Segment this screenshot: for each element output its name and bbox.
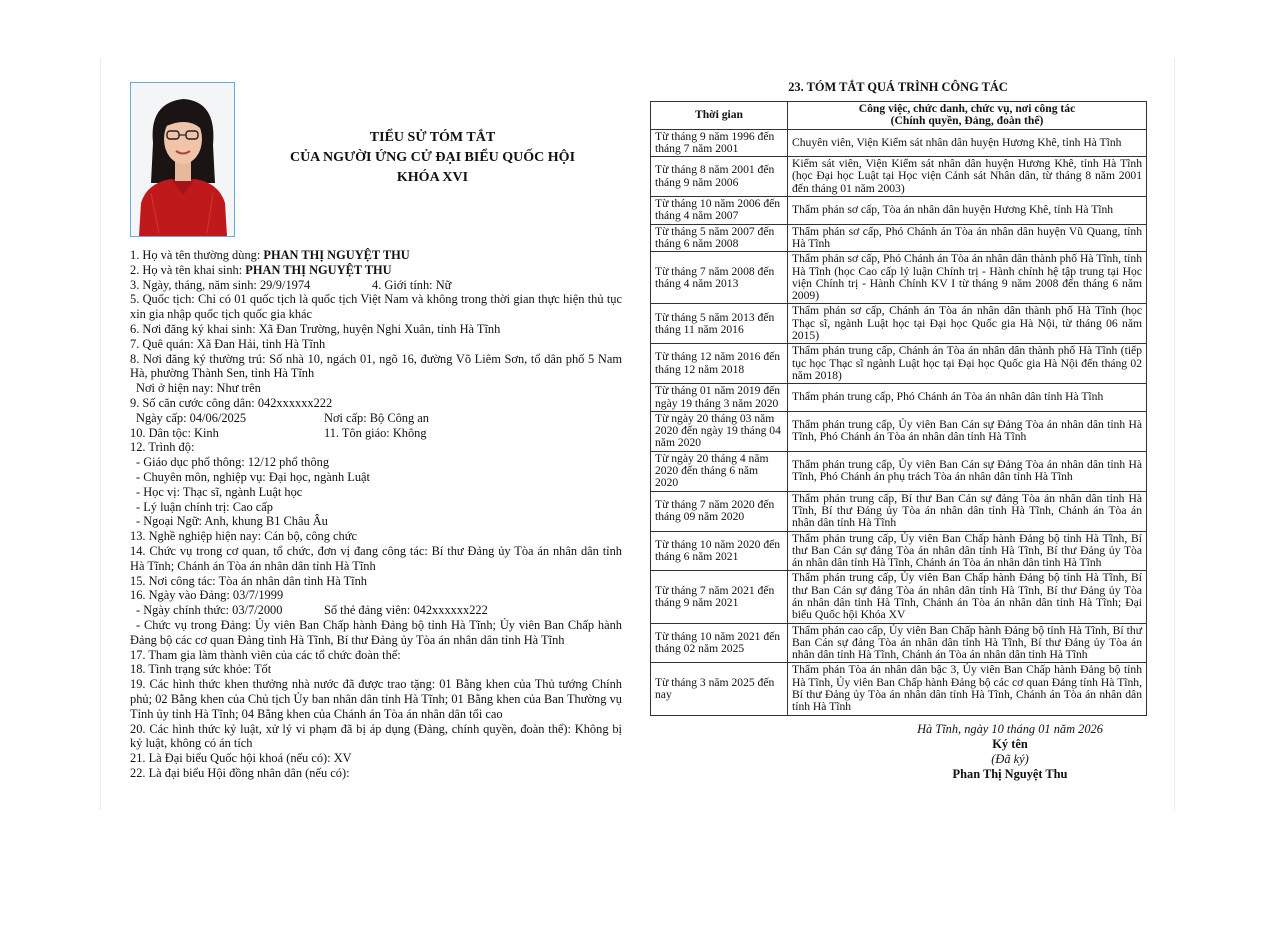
bio-item-17: 17. Tham gia làm thành viên của các tổ chức đoàn thể: bbox=[130, 647, 401, 662]
bio-item-5: 5. Quốc tịch: Chỉ có 01 quốc tịch là quốc tịch Việt Nam và không trong thời gian thực hiện thủ tục xin gia nhập quốc tịch quốc gia khác bbox=[130, 292, 622, 322]
row-time: Từ ngày 20 tháng 4 năm 2020 đến tháng 6 năm 2020 bbox=[651, 451, 788, 491]
bio-item-2: 2. Họ và tên khai sinh: PHAN THỊ NGUYỆT THU bbox=[130, 262, 392, 277]
bio-item-8: 8. Nơi đăng ký thường trú: Số nhà 10, ngách 01, ngõ 16, đường Võ Liêm Sơn, tổ dân phố 5 Nam Hà, phường Thành Sen, tỉnh Hà Tĩnh bbox=[130, 351, 622, 381]
party-position: - Chức vụ trong Đảng: Ủy viên Ban Chấp hành Đảng bộ tỉnh Hà Tĩnh; Ủy viên Ban Chấp hành Đảng bộ các cơ quan Đảng tỉnh Hà Tĩnh, Bí thư Đảng ủy Tòa án nhân dân tỉnh Hà Tĩnh bbox=[130, 617, 622, 647]
table-row bbox=[651, 531, 1147, 571]
row-time: Từ tháng 7 năm 2021 đến tháng 9 năm 2021 bbox=[651, 571, 788, 623]
signer-name: Phan Thị Nguyệt Thu bbox=[952, 767, 1068, 781]
table-row bbox=[651, 663, 1147, 715]
row-job: Thẩm phán trung cấp, Bí thư Ban Cán sự đảng Tòa án nhân dân tỉnh Hà Tĩnh, Bí thư Đảng ủy Tòa án nhân dân tỉnh Hà Tĩnh, Chánh án Tòa án nhân dân tỉnh Hà Tĩnh bbox=[788, 491, 1147, 531]
table-row bbox=[651, 491, 1147, 531]
header-job: Công việc, chức danh, chức vụ, nơi công tác (Chính quyền, Đảng, đoàn thể) bbox=[788, 102, 1147, 130]
bio-item-20: 20. Các hình thức kỷ luật, xử lý vi phạm đã bị áp dụng (Đảng, chính quyền, đoàn thể): Không bị kỷ luật, không có án tích bbox=[130, 721, 622, 751]
party-official-date: - Ngày chính thức: 03/7/2000 bbox=[136, 603, 283, 618]
religion: 11. Tôn giáo: Không bbox=[324, 425, 427, 440]
sign-label: Ký tên bbox=[992, 737, 1028, 751]
row-job: Thẩm phán trung cấp, Ủy viên Ban Cán sự Đảng Tòa án nhân dân tỉnh Hà Tĩnh, Phó Chánh án Tòa án nhân dân tỉnh Hà Tĩnh bbox=[788, 411, 1147, 451]
work-history-title: 23. TÓM TẮT QUÁ TRÌNH CÔNG TÁC bbox=[788, 80, 1008, 94]
bio-item-12: 12. Trình độ: bbox=[130, 440, 195, 455]
title-line-2: CỦA NGƯỜI ỨNG CỬ ĐẠI BIỂU QUỐC HỘI bbox=[289, 150, 576, 165]
bio-item-14: 14. Chức vụ trong cơ quan, tổ chức, đơn vị đang công tác: Bí thư Đảng ủy Tòa án nhân dân tỉnh Hà Tĩnh; Chánh án Tòa án nhân dân tỉnh Hà Tĩnh bbox=[130, 543, 622, 573]
table-row bbox=[651, 384, 1147, 412]
row-job: Chuyên viên, Viện Kiểm sát nhân dân huyện Hương Khê, tỉnh Hà Tĩnh bbox=[788, 129, 1147, 157]
table-row bbox=[651, 197, 1147, 225]
row-time: Từ tháng 7 năm 2020 đến tháng 09 năm 2020 bbox=[651, 491, 788, 531]
document-title bbox=[240, 128, 625, 188]
row-job: Thẩm phán trung cấp, Phó Chánh án Tòa án nhân dân tỉnh Hà Tĩnh bbox=[788, 384, 1147, 412]
row-job: Thẩm phán trung cấp, Ủy viên Ban Cán sự Đảng Tòa án nhân dân tỉnh Hà Tĩnh, Phó Chánh án phụ trách Tòa án nhân dân tỉnh Hà Tĩnh bbox=[788, 451, 1147, 491]
row-time: Từ tháng 5 năm 2013 đến tháng 11 năm 2016 bbox=[651, 304, 788, 344]
current-residence: Nơi ở hiện nay: Như trên bbox=[136, 381, 261, 396]
bio-item-21: 21. Là Đại biểu Quốc hội khoá (nếu có): XV bbox=[130, 751, 352, 766]
biography-section bbox=[130, 248, 622, 781]
table-row bbox=[651, 157, 1147, 197]
row-time: Từ tháng 01 năm 2019 đến ngày 19 tháng 3 năm 2020 bbox=[651, 384, 788, 412]
bio-item-19: 19. Các hình thức khen thưởng nhà nước đã được trao tặng: 01 Bằng khen của Thủ tướng Chính phủ; 02 Bằng khen của Chủ tịch Ủy ban nhân dân tỉnh Hà Tĩnh; 01 Bằng khen của Ban Thường vụ Tỉnh ủy tỉnh Hà Tĩnh; 04 Bằng khen của Chánh án Tòa án nhân dân tối cao bbox=[130, 677, 622, 721]
row-job: Thẩm phán sơ cấp, Phó Chánh án Tòa án nhân dân thành phố Hà Tĩnh, tỉnh Hà Tĩnh (học Cao cấp lý luận Chính trị - Hành chính hệ tập trung tại Học viện Chính trị - Hành Chính KV I từ tháng 9 năm 2008 đến tháng 6 năm 2009) bbox=[788, 252, 1147, 304]
bio-item-10-11 bbox=[130, 426, 622, 441]
bio-item-7: 7. Quê quán: Xã Đan Hải, tỉnh Hà Tĩnh bbox=[130, 336, 326, 351]
bio-item-22: 22. Là đại biểu Hội đồng nhân dân (nếu có): bbox=[130, 765, 350, 780]
candidate-photo bbox=[130, 82, 235, 237]
row-time: Từ tháng 10 năm 2021 đến tháng 02 năm 2025 bbox=[651, 623, 788, 663]
bio-item-15: 15. Nơi công tác: Tòa án nhân dân tỉnh Hà Tĩnh bbox=[130, 573, 367, 588]
row-time: Từ tháng 8 năm 2001 đến tháng 9 năm 2006 bbox=[651, 157, 788, 197]
row-job: Thẩm phán trung cấp, Ủy viên Ban Chấp hành Đảng bộ tỉnh Hà Tĩnh, Bí thư Ban Cán sự đảng Tòa án nhân dân tỉnh Hà Tĩnh, Bí thư Đảng ủy Tòa án nhân dân tỉnh Hà Tĩnh, Chánh án Tòa án nhân dân tỉnh Hà Tĩnh; Đại biểu Quốc hội Khóa XV bbox=[788, 571, 1147, 623]
table-row bbox=[651, 129, 1147, 157]
table-row bbox=[651, 224, 1147, 252]
row-job: Thẩm phán sơ cấp, Phó Chánh án Tòa án nhân dân huyện Vũ Quang, tỉnh Hà Tĩnh bbox=[788, 224, 1147, 252]
bio-item-9: 9. Số căn cước công dân: 042xxxxxx222 bbox=[130, 395, 333, 410]
row-job: Thẩm phán sơ cấp, Tòa án nhân dân huyện Hương Khê, tỉnh Hà Tĩnh bbox=[788, 197, 1147, 225]
table-row bbox=[651, 623, 1147, 663]
bio-item-18: 18. Tình trạng sức khỏe: Tốt bbox=[130, 662, 272, 677]
row-job: Thẩm phán trung cấp, Ủy viên Ban Chấp hành Đảng bộ tỉnh Hà Tĩnh, Bí thư Ban Cán sự đảng Tòa án nhân dân tỉnh Hà Tĩnh, Bí thư Đảng ủy Tòa án nhân dân tỉnh Hà Tĩnh, Chánh án Tòa án nhân dân tỉnh Hà Tĩnh bbox=[788, 531, 1147, 571]
table-row bbox=[651, 344, 1147, 384]
foreign-language: - Ngoại Ngữ: Anh, khung B1 Châu Âu bbox=[136, 514, 328, 529]
table-row bbox=[651, 304, 1147, 344]
table-row bbox=[651, 252, 1147, 304]
political-theory: - Lý luận chính trị: Cao cấp bbox=[136, 499, 273, 514]
row-time: Từ tháng 12 năm 2016 đến tháng 12 năm 2018 bbox=[651, 344, 788, 384]
table-header bbox=[651, 102, 1147, 130]
row-job: Thẩm phán cao cấp, Ủy viên Ban Chấp hành Đảng bộ tỉnh Hà Tĩnh, Bí thư Ban Cán sự đảng Tòa án nhân dân tỉnh Hà Tĩnh, Bí thư Đảng ủy Tòa án nhân dân tỉnh Hà Tĩnh, Chánh án Tòa án nhân dân tỉnh Hà Tĩnh bbox=[788, 623, 1147, 663]
id-issue-date: Ngày cấp: 04/06/2025 bbox=[136, 410, 247, 425]
ethnicity: 10. Dân tộc: Kinh bbox=[130, 425, 219, 440]
title-line-3: KHÓA XVI bbox=[396, 170, 469, 185]
education-professional: - Chuyên môn, nghiệp vụ: Đại học, ngành Luật bbox=[136, 469, 371, 484]
bio-item-13: 13. Nghề nghiệp hiện nay: Cán bộ, công chức bbox=[130, 529, 357, 544]
bio-item-1: 1. Họ và tên thường dùng: PHAN THỊ NGUYỆT THU bbox=[130, 248, 410, 262]
row-job: Thẩm phán sơ cấp, Chánh án Tòa án nhân dân thành phố Hà Tĩnh (học Thạc sĩ, ngành Luật học tại Đại học Quốc gia Hà Nội, từ tháng 06 năm 2015) bbox=[788, 304, 1147, 344]
row-job: Thẩm phán Tòa án nhân dân bậc 3, Ủy viên Ban Chấp hành Đảng bộ tỉnh Hà Tĩnh, Ủy viên Ban Chấp hành Đảng bộ các cơ quan Đảng tỉnh Hà Tĩnh, Bí thư Đảng ủy Tòa án nhân dân tỉnh Hà Tĩnh, Chánh án Tòa án nhân dân tỉnh Hà Tĩnh bbox=[788, 663, 1147, 715]
academic-degree: - Học vị: Thạc sĩ, ngành Luật học bbox=[136, 484, 303, 499]
row-job: Thẩm phán trung cấp, Chánh án Tòa án nhân dân thành phố Hà Tĩnh (tiếp tục học Thạc sĩ ngành Luật học tại Đại học Quốc gia Hà Nội đến tháng 02 năm 2018) bbox=[788, 344, 1147, 384]
birth-date: 3. Ngày, tháng, năm sinh: 29/9/1974 bbox=[130, 277, 311, 292]
table-row bbox=[651, 571, 1147, 623]
bio-item-3-4 bbox=[130, 278, 622, 293]
birth-name: PHAN THỊ NGUYỆT THU bbox=[245, 262, 392, 277]
title-line-1: TIỂU SỬ TÓM TẮT bbox=[369, 130, 496, 145]
row-job: Kiểm sát viên, Viện Kiểm sát nhân dân huyện Hương Khê, tỉnh Hà Tĩnh (học Đại học Luật tại Học viện Cảnh sát Nhân dân, từ tháng 8 năm 2001 đến tháng 01 năm 2003) bbox=[788, 157, 1147, 197]
bio-item-6: 6. Nơi đăng ký khai sinh: Xã Đan Trường, huyện Nghi Xuân, tỉnh Hà Tĩnh bbox=[130, 321, 501, 336]
bio-item-16: 16. Ngày vào Đảng: 03/7/1999 bbox=[130, 588, 284, 603]
table-row bbox=[651, 411, 1147, 451]
header-time: Thời gian bbox=[651, 102, 788, 130]
party-card-number: Số thẻ đảng viên: 042xxxxxx222 bbox=[324, 603, 488, 618]
row-time: Từ tháng 3 năm 2025 đến nay bbox=[651, 663, 788, 715]
row-time: Từ tháng 7 năm 2008 đến tháng 4 năm 2013 bbox=[651, 252, 788, 304]
signed-note: (Đã ký) bbox=[991, 752, 1029, 766]
party-official-row bbox=[130, 603, 622, 618]
common-name: PHAN THỊ NGUYỆT THU bbox=[263, 248, 410, 262]
work-history-table bbox=[650, 101, 1147, 716]
table-row bbox=[651, 451, 1147, 491]
row-time: Từ ngày 20 tháng 03 năm 2020 đến ngày 19 tháng 04 năm 2020 bbox=[651, 411, 788, 451]
row-time: Từ tháng 9 năm 1996 đến tháng 7 năm 2001 bbox=[651, 129, 788, 157]
row-time: Từ tháng 5 năm 2007 đến tháng 6 năm 2008 bbox=[651, 224, 788, 252]
row-time: Từ tháng 10 năm 2006 đến tháng 4 năm 2007 bbox=[651, 197, 788, 225]
place-date: Hà Tĩnh, ngày 10 tháng 01 năm 2026 bbox=[917, 722, 1103, 736]
education-general: - Giáo dục phổ thông: 12/12 phổ thông bbox=[136, 455, 330, 470]
gender: 4. Giới tính: Nữ bbox=[372, 277, 452, 292]
id-issue-place: Nơi cấp: Bộ Công an bbox=[324, 410, 429, 425]
signature-block bbox=[910, 722, 1110, 782]
id-issue-row bbox=[130, 411, 622, 426]
row-time: Từ tháng 10 năm 2020 đến tháng 6 năm 2021 bbox=[651, 531, 788, 571]
